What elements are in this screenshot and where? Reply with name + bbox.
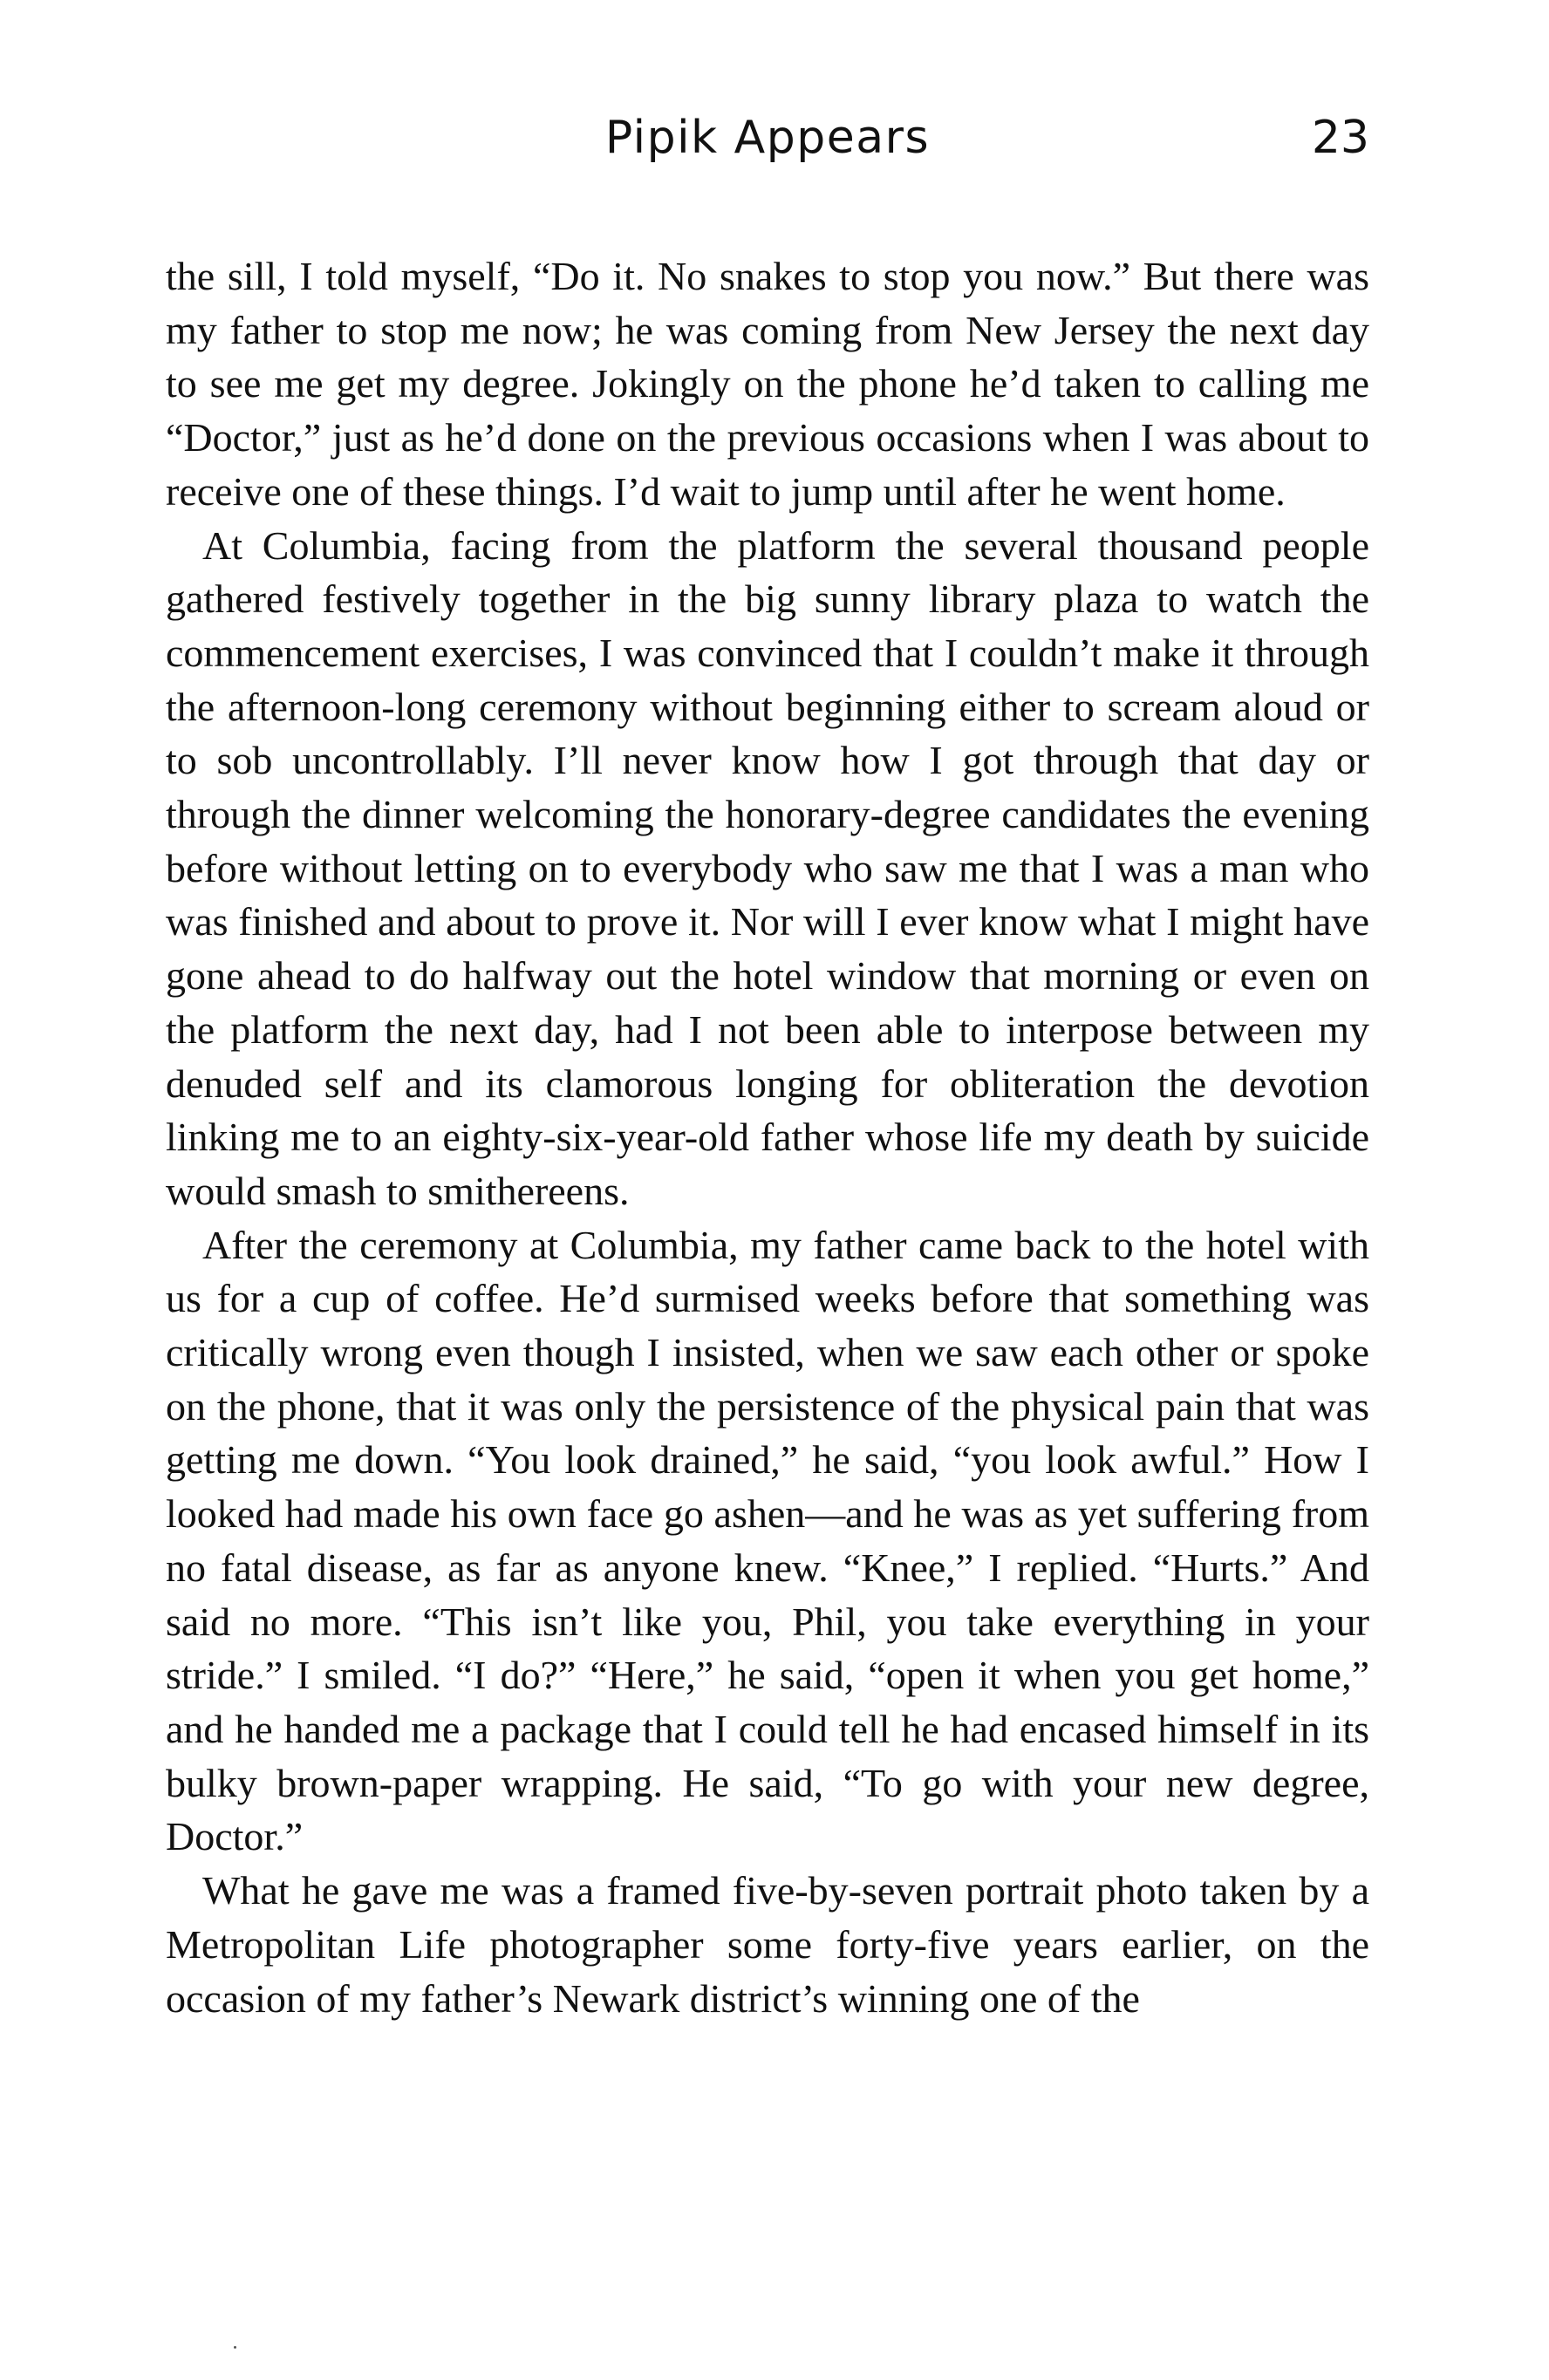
- paragraph: What he gave me was a framed five-by-seven portrait photo taken by a Metropolitan Life photographer some forty-five years earlier, on the occasion of my father’s Newark district’s winning one of the: [166, 1868, 1369, 2021]
- page-header: [166, 103, 1369, 173]
- running-head: Pipik Appears: [604, 112, 931, 164]
- paragraph-continued: the sill, I told myself, “Do it. No snakes to stop you now.” But there was my father to stop me now; he was coming from New Jersey the next day to see me get my degree. Jokingly on the phone he’d taken to calling me “Doctor,” just as he’d done on the previous occasions when I was about to receive one of these things. I’d wait to jump until after he went home.: [166, 254, 1369, 514]
- paragraph: After the ceremony at Columbia, my father came back to the hotel with us for a cup of coffee. He’d surmised weeks before that something was critically wrong even though I insisted, when we saw each other or spoke on the phone, that it was only the persistence of the physical pain that was getting me down. “You look drained,” he said, “you look awful.” How I looked had made his own face go ashen—and he was as yet suffering from no fatal disease, as far as anyone knew. “Knee,” I replied. “Hurts.” And said no more. “This isn’t like you, Phil, you take everything in your stride.” I smiled. “I do?” “Here,” he said, “open it when you get home,” and he handed me a package that I could tell he had encased himself in its bulky brown-paper wrapping. He said, “To go with your new degree, Doctor.”: [166, 1222, 1369, 1859]
- body-text: [166, 249, 1369, 2025]
- page-number: 23: [1311, 112, 1369, 164]
- scan-speck: [234, 2346, 236, 2349]
- paragraph: At Columbia, facing from the platform the several thousand people gathered festively together in the big sunny library plaza to watch the commencement exercises, I was convinced that I couldn’t make it through the afternoon-long ceremony without beginning either to scream aloud or to sob uncontrollably. I’ll never know how I got through that day or through the dinner welcoming the honorary-degree candidates the evening before without letting on to everybody who saw me that I was a man who was finished and about to prove it. Nor will I ever know what I might have gone ahead to do halfway out the hotel window that morning or even on the platform the next day, had I not been able to interpose between my denuded self and its clamorous longing for obliteration the devotion linking me to an eighty-six-year-old father whose life my death by suicide would smash to smithereens.: [166, 522, 1369, 1213]
